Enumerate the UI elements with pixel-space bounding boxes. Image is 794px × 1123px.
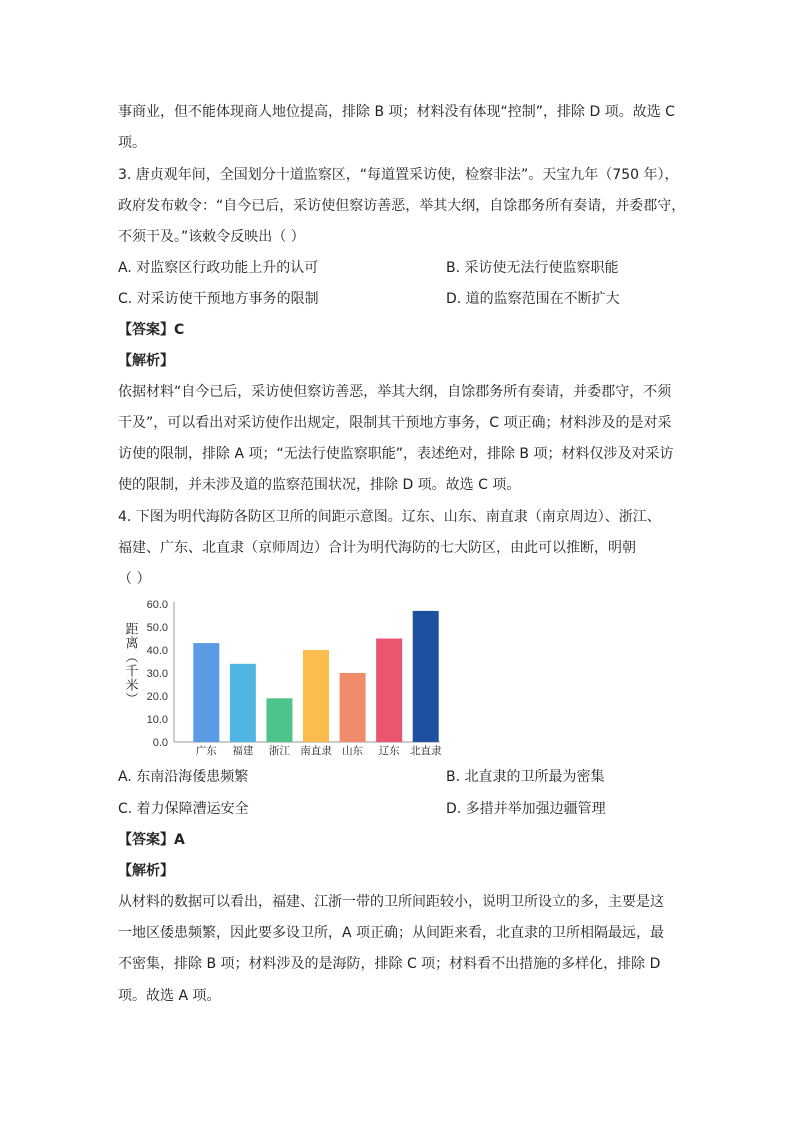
x-tick-label: 山东 bbox=[342, 745, 364, 757]
prev-answer-line-1: 事商业，但不能体现商人地位提高，排除 B 项；材料没有体现“控制”，排除 D 项。故选 C bbox=[118, 104, 675, 120]
y-tick-label: 40.0 bbox=[146, 645, 168, 657]
q4-option-c: C. 着力保障漕运安全 bbox=[118, 801, 249, 817]
y-tick-label: 60.0 bbox=[146, 599, 168, 611]
q3-option-d: D. 道的监察范围在不断扩大 bbox=[446, 291, 620, 307]
bar-广东 bbox=[193, 643, 219, 742]
q3-option-c: C. 对采访使干预地方事务的限制 bbox=[118, 291, 319, 307]
q4-option-d: D. 多措并举加强边疆管理 bbox=[446, 801, 606, 817]
q3-option-b: B. 采访使无法行使监察职能 bbox=[446, 260, 619, 276]
x-tick-label: 北直隶 bbox=[409, 745, 442, 757]
q3-analysis-title: 【解析】 bbox=[118, 353, 174, 369]
y-tick-label: 30.0 bbox=[146, 668, 168, 680]
q4-analysis-title: 【解析】 bbox=[118, 863, 174, 879]
q4-analysis-line-4: 项。故选 A 项。 bbox=[118, 988, 221, 1004]
x-tick-label: 南直隶 bbox=[300, 745, 332, 757]
x-tick-label: 辽东 bbox=[378, 745, 400, 757]
chart-marks bbox=[123, 599, 442, 757]
q3-analysis-line-4: 使的限制，并未涉及道的监察范围状况，排除 D 项。故选 C 项。 bbox=[118, 477, 521, 493]
bar-北直隶 bbox=[413, 611, 439, 742]
q4-option-b: B. 北直隶的卫所最为密集 bbox=[446, 769, 605, 785]
bar-浙江 bbox=[266, 698, 292, 742]
q4-stem-line-1: 4. 下图为明代海防各防区卫所的间距示意图。辽东、山东、南直隶（南京周边）、浙江、 bbox=[118, 509, 661, 525]
y-tick-label: 10.0 bbox=[146, 714, 168, 726]
prev-answer-line-2: 项。 bbox=[118, 135, 146, 151]
q3-stem-line-2: 政府发布敕令：“自今已后，采访使但察访善恶，举其大纲，自馀郡务所有奏请，并委郡守， bbox=[118, 198, 686, 214]
q3-analysis-line-1: 依据材料“自今已后，采访使但察访善恶，举其大纲，自馀郡务所有奏请，并委郡守，不须 bbox=[118, 384, 672, 400]
y-axis-label: 距离（千米） bbox=[122, 622, 138, 706]
q3-analysis-line-3: 访使的限制，排除 A 项；“无法行使监察职能”，表述绝对，排除 B 项；材料仅涉及对采访 bbox=[118, 446, 674, 462]
bar-南直隶 bbox=[303, 650, 329, 742]
y-tick-label: 0.0 bbox=[152, 737, 168, 749]
q3-stem-line-1: 3. 唐贞观年间，全国划分十道监察区，“每道置采访使，检察非法”。天宝九年（750 年）， bbox=[118, 167, 679, 183]
q4-analysis-line-1: 从材料的数据可以看出，福建、江浙一带的卫所间距较小，说明卫所设立的多，主要是这 bbox=[118, 894, 664, 910]
q3-answer: 【答案】C bbox=[118, 322, 185, 338]
q3-stem-line-3: 不须干及。”该敕令反映出（ ） bbox=[118, 229, 305, 245]
q3-analysis-line-2: 干及”，可以看出对采访使作出规定，限制其干预地方事务，C 项正确；材料涉及的是对采 bbox=[118, 415, 672, 431]
bar-辽东 bbox=[376, 639, 402, 743]
bar-福建 bbox=[230, 664, 256, 742]
x-tick-label: 广东 bbox=[195, 745, 217, 757]
q4-stem-line-2: 福建、广东、北直隶（京师周边）合计为明代海防的七大防区，由此可以推断，明朝 bbox=[118, 540, 636, 556]
q4-analysis-line-2: 一地区倭患频繁，因此要多设卫所，A 项正确；从间距来看，北直隶的卫所相隔最远，最 bbox=[118, 925, 665, 941]
x-tick-label: 福建 bbox=[232, 745, 254, 757]
q3-option-a: A. 对监察区行政功能上升的认可 bbox=[118, 260, 319, 276]
q4-answer: 【答案】A bbox=[118, 832, 185, 848]
y-tick-label: 20.0 bbox=[146, 691, 168, 703]
q4-stem-line-3: （ ） bbox=[118, 571, 151, 587]
y-tick-label: 50.0 bbox=[146, 622, 168, 634]
x-tick-label: 浙江 bbox=[268, 745, 290, 757]
q4-option-a: A. 东南沿海倭患频繁 bbox=[118, 769, 249, 785]
q4-analysis-line-3: 不密集，排除 B 项；材料涉及的是海防，排除 C 项；材料看不出措施的多样化，排除 D bbox=[118, 956, 661, 972]
bar-山东 bbox=[340, 673, 366, 742]
garrison-spacing-bar-chart bbox=[118, 594, 448, 764]
